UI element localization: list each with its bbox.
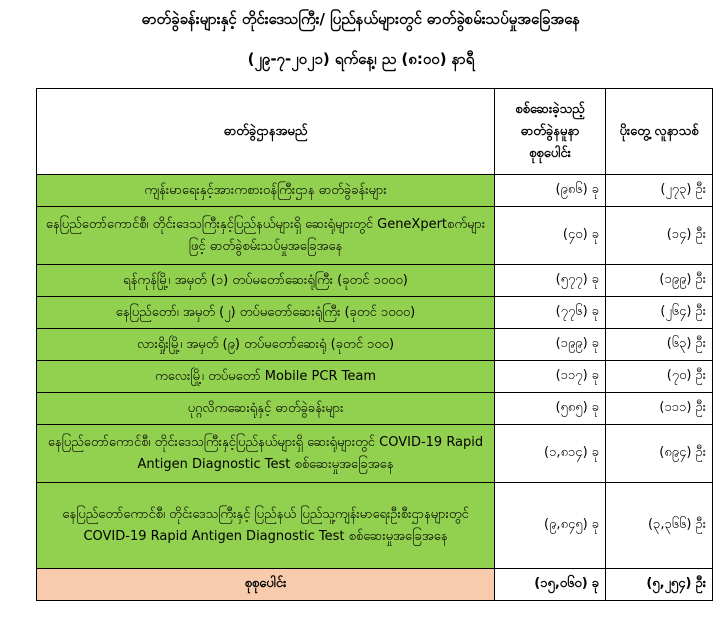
total-samples-unit: ခု (591, 576, 599, 591)
cases-value: (၂၆၄) (660, 304, 692, 319)
table-row (37, 329, 713, 361)
title-line-1: ဓာတ်ခွဲခန်းများနှင့် တိုင်းဒေသကြီး/ ပြည်နယ်များတွင် ဓာတ်ခွဲစမ်းသပ်မှုအခြေအနေ (141, 10, 581, 28)
laboratory-test-table (36, 88, 713, 601)
samples-unit: ခု (591, 336, 599, 351)
cases-unit: ဦး (695, 400, 706, 415)
samples-unit: ခု (591, 400, 599, 415)
total-cases-unit: ဦး (695, 576, 706, 591)
table-row (37, 483, 713, 569)
samples-value: (၇၇၆) (555, 304, 588, 319)
cases-value: (၂၇၃) (660, 182, 692, 197)
table-row (37, 361, 713, 393)
lab-name: လားရှိုးမြို့၊ အမှတ် (၉) တပ်မတော်ဆေးရုံ (ခုတင် ၁၀၀) (37, 329, 495, 361)
samples-cell (495, 425, 606, 483)
cases-cell (606, 207, 713, 265)
cases-cell (606, 393, 713, 425)
cases-unit: ဦး (695, 445, 706, 460)
cases-value: (၈၉၄) (659, 445, 692, 460)
samples-value: (၅၈၅) (555, 400, 588, 415)
samples-unit: ခု (591, 368, 599, 383)
total-cases-value: (၅,၂၅၄) (646, 576, 692, 591)
lab-name: နေပြည်တော်၊ အမှတ် (၂) တပ်မတော်ဆေးရုံကြီး (ခုတင် ၁၀၀၀) (37, 297, 495, 329)
lab-name: နေပြည်တော်ကောင်စီ၊ တိုင်းဒေသကြီးနှင့်ပြည်နယ်များရှိ ဆေးရုံများတွင် GeneXpertစက်များဖြင့် ဓာတ်ခွဲစမ်းသပ်မှုအခြေအနေ (37, 207, 495, 265)
table-row (37, 265, 713, 297)
samples-unit: ခု (591, 445, 599, 460)
cases-unit: ဦး (695, 336, 706, 351)
samples-value: (၉၈၆) (555, 182, 588, 197)
title-line-2: (၂၉-၇-၂၀၂၁) ရက်နေ့၊ ည (၈:၀၀) နာရီ (247, 50, 475, 68)
total-samples-value: (၁၅,၀၆၀) (534, 576, 588, 591)
header-laboratory-name: ဓာတ်ခွဲဌာနအမည် (37, 89, 495, 175)
cases-unit: ဦး (695, 304, 706, 319)
samples-value: (၄၀) (562, 227, 588, 242)
samples-unit: ခု (591, 304, 599, 319)
samples-value: (၁,၈၁၄) (544, 445, 588, 460)
samples-cell (495, 265, 606, 297)
cases-unit: ဦး (695, 272, 706, 287)
samples-value: (၉,၈၄၅) (544, 517, 588, 532)
total-label: စုစုပေါင်း (37, 569, 495, 601)
samples-cell (495, 175, 606, 207)
table-row (37, 207, 713, 265)
lab-name: ရန်ကုန်မြို့၊ အမှတ် (၁) တပ်မတော်ဆေးရုံကြီး (ခုတင် ၁၀၀၀) (37, 265, 495, 297)
lab-name: နေပြည်တော်ကောင်စီ၊ တိုင်းဒေသကြီးနှင့်ပြည်နယ်များရှိ ဆေးရုံများတွင် COVID-19 Rapid Antigen Diagnostic Test စစ်ဆေးမှုအခြေအနေ (37, 425, 495, 483)
table-row (37, 425, 713, 483)
lab-name: ကလေးမြို့၊ တပ်မတော် Mobile PCR Team (37, 361, 495, 393)
samples-unit: ခု (591, 272, 599, 287)
cases-value: (၃,၃၆၆) (647, 517, 692, 532)
samples-value: (၅၇၇) (555, 272, 588, 287)
total-row (37, 569, 713, 601)
samples-cell (495, 361, 606, 393)
cases-cell (606, 361, 713, 393)
cases-value: (၆၃) (666, 336, 692, 351)
cases-value: (၁၄) (666, 227, 692, 242)
samples-cell (495, 207, 606, 265)
cases-unit: ဦး (695, 182, 706, 197)
table-row (37, 393, 713, 425)
samples-cell (495, 483, 606, 569)
table-row (37, 297, 713, 329)
cases-unit: ဦး (695, 368, 706, 383)
samples-value: (၁၁၇) (555, 368, 588, 383)
samples-cell (495, 329, 606, 361)
samples-cell (495, 393, 606, 425)
cases-cell (606, 329, 713, 361)
cases-unit: ဦး (695, 227, 706, 242)
total-samples-cell (495, 569, 606, 601)
samples-cell (495, 297, 606, 329)
samples-unit: ခု (591, 517, 599, 532)
cases-cell (606, 265, 713, 297)
cases-value: (၁၁၁) (659, 400, 692, 415)
table-row (37, 175, 713, 207)
samples-unit: ခု (591, 182, 599, 197)
cases-cell (606, 425, 713, 483)
cases-value: (၇၀) (666, 368, 692, 383)
header-new-cases: ပိုးတွေ့ လူနာသစ် (606, 89, 713, 175)
lab-name: ပုဂ္ဂလိကဆေးရုံနှင့် ဓာတ်ခွဲခန်းများ (37, 393, 495, 425)
lab-name: ကျန်းမာရေးနှင့်အားကစားဝန်ကြီးဌာန ဓာတ်ခွဲခန်းများ (37, 175, 495, 207)
header-samples-total: စစ်ဆေးခဲ့သည့် ဓာတ်ခွဲနမူနာ စုစုပေါင်း (495, 89, 606, 175)
cases-unit: ဦး (695, 517, 706, 532)
total-cases-cell (606, 569, 713, 601)
cases-cell (606, 297, 713, 329)
cases-value: (၁၉၉) (659, 272, 692, 287)
samples-value: (၁၉၉) (555, 336, 588, 351)
cases-cell (606, 175, 713, 207)
samples-unit: ခု (591, 227, 599, 242)
lab-name: နေပြည်တော်ကောင်စီ၊ တိုင်းဒေသကြီးနှင့် ပြည်နယ် ပြည်သူ့ကျန်းမာရေးဦးစီးဌာနများတွင် COVID-19 Rapid Antigen Diagnostic Test စစ်ဆေးမှုအခြေအနေ (37, 483, 495, 569)
cases-cell (606, 483, 713, 569)
table-header-row (37, 89, 713, 175)
